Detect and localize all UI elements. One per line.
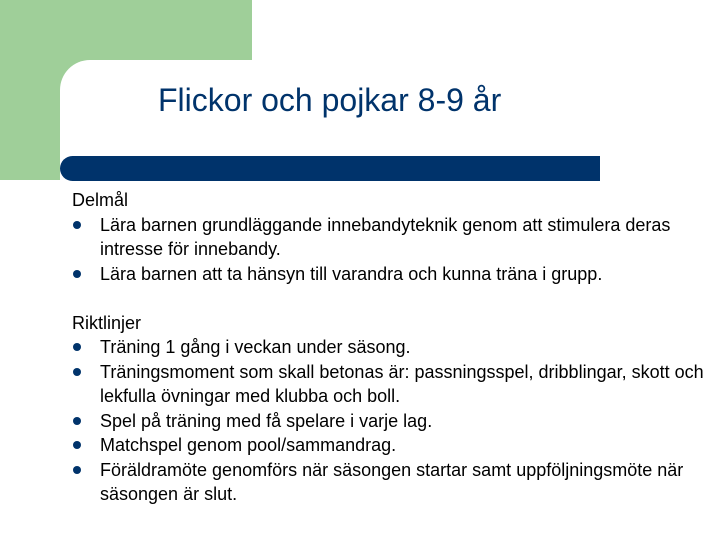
list-item — [72, 458, 720, 507]
section-heading-riktlinjer: Riktlinjer — [72, 312, 142, 333]
bullet-list-delmal — [72, 213, 720, 287]
bullet-icon — [73, 466, 81, 474]
list-item — [72, 360, 720, 409]
section-spacer — [72, 286, 720, 311]
bullet-list-riktlinjer — [72, 335, 720, 507]
list-item-text: Spel på träning med få spelare i varje lag. — [100, 410, 433, 431]
list-item-text: Lära barnen att ta hänsyn till varandra och kunna träna i grupp. — [100, 263, 603, 284]
bullet-icon — [73, 417, 81, 425]
bullet-icon — [73, 270, 81, 278]
list-item — [72, 409, 720, 434]
section-heading-delmal: Delmål — [72, 190, 129, 210]
list-item — [72, 433, 720, 458]
slide-body — [72, 188, 720, 507]
bullet-icon — [73, 221, 81, 229]
list-item-text: Matchspel genom pool/sammandrag. — [100, 435, 397, 455]
list-item — [72, 213, 720, 262]
list-item — [72, 262, 720, 287]
list-item — [72, 335, 720, 360]
list-item-text: Träningsmoment som skall betonas är: passningsspel, dribblingar, skott och lekfulla övningar med klubba och boll. — [100, 361, 704, 406]
bullet-icon — [73, 343, 81, 351]
bullet-icon — [73, 441, 81, 449]
list-item-text: Föräldramöte genomförs när säsongen startar samt uppföljningsmöte när säsongen är slut. — [100, 459, 684, 504]
slide-title: Flickor och pojkar 8-9 år — [158, 82, 502, 118]
list-item-text: Träning 1 gång i veckan under säsong. — [100, 337, 411, 357]
decorative-green-strip — [0, 0, 60, 180]
title-underline-bar — [60, 156, 600, 181]
bullet-icon — [73, 368, 81, 376]
list-item-text: Lära barnen grundläggande innebandyteknik genom att stimulera deras intresse för innebandy. — [100, 214, 671, 259]
